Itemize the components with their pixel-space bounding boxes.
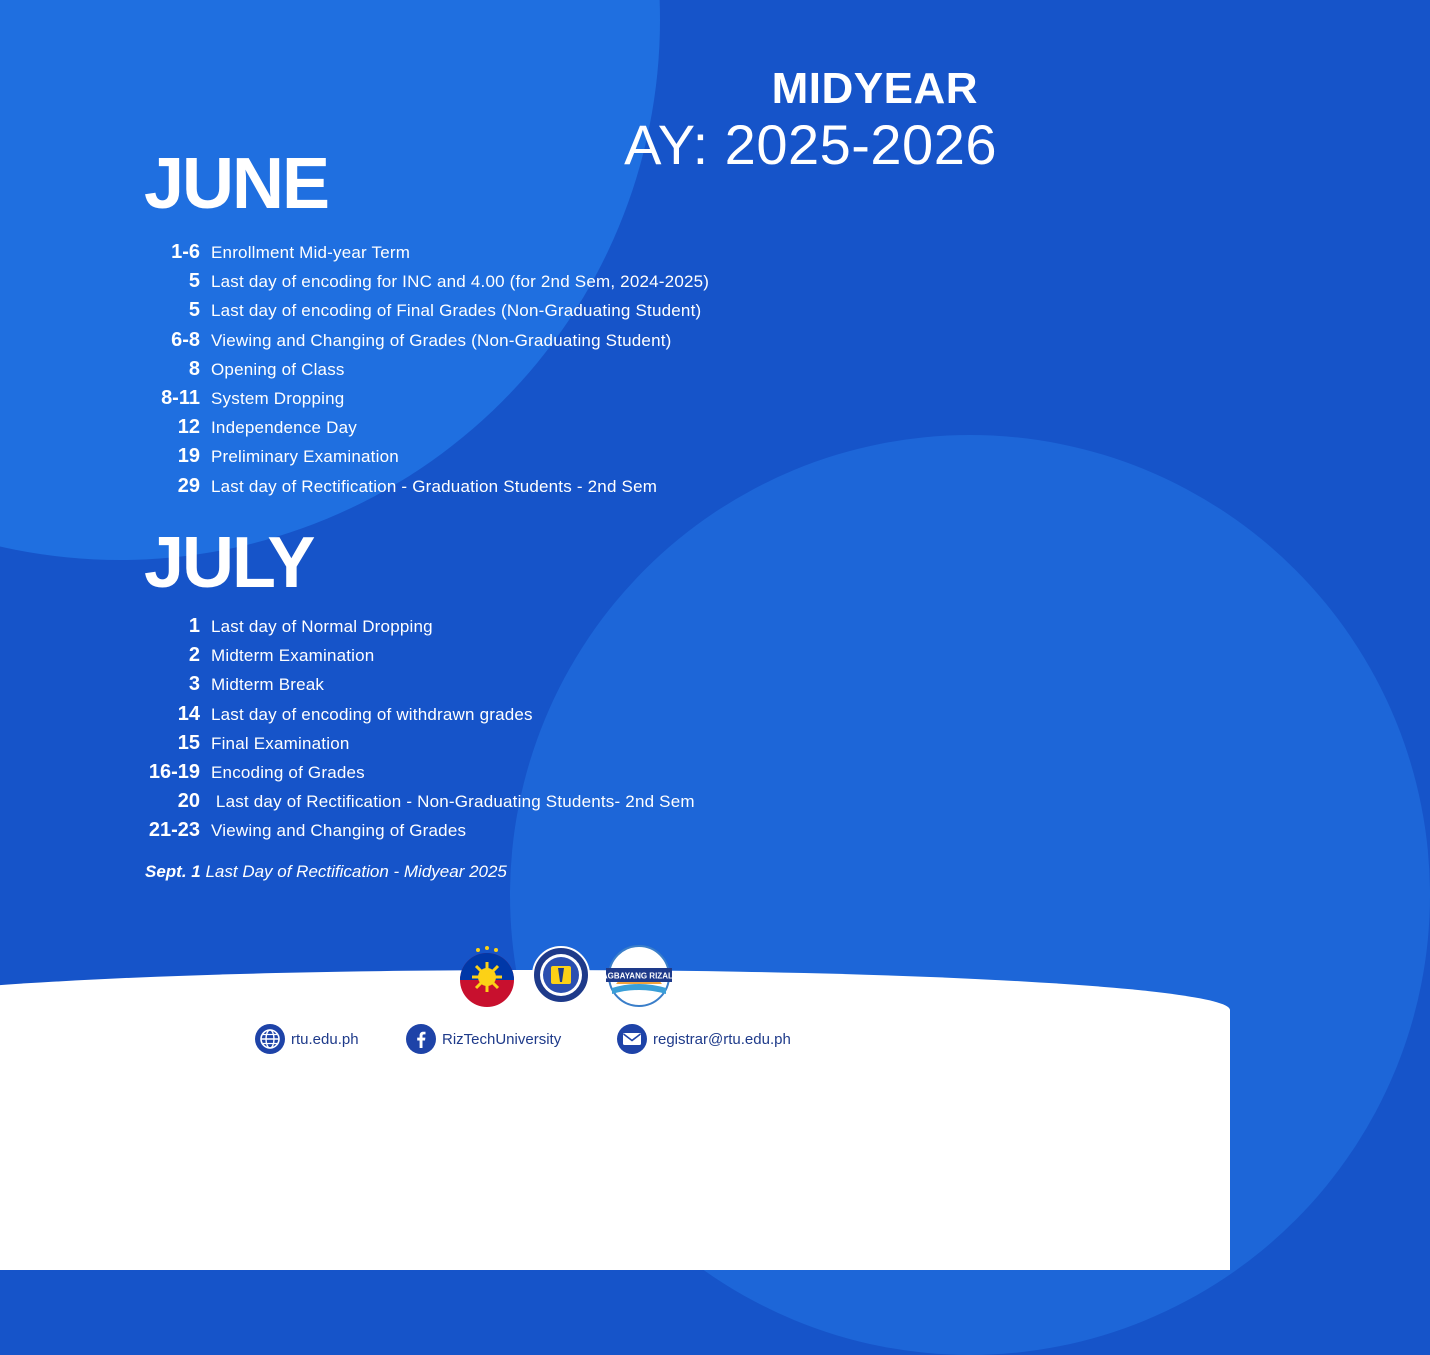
event-row [120, 703, 840, 732]
event-text: Preliminary Examination [211, 447, 399, 467]
event-text: Independence Day [211, 418, 357, 438]
event-day: 5 [188, 299, 200, 322]
event-row [120, 819, 840, 848]
event-day: 14 [177, 702, 200, 725]
event-day: 20 [177, 790, 200, 813]
academic-year: AY: 2025-2026 [624, 113, 997, 176]
event-day: 5 [188, 270, 200, 293]
month-title-june: JUNE [144, 144, 329, 224]
event-text: Viewing and Changing of Grades [211, 821, 467, 841]
facebook-link[interactable]: RizTechUniversity [442, 1030, 562, 1048]
event-day: 8-11 [161, 386, 200, 409]
event-text: Midterm Examination [211, 646, 375, 666]
event-row [120, 416, 840, 445]
event-row [120, 299, 840, 328]
event-text: Last day of Normal Dropping [211, 617, 433, 636]
facebook-icon [406, 1024, 436, 1054]
event-text: Encoding of Grades [211, 762, 365, 782]
event-day: 19 [177, 445, 200, 468]
event-row [120, 644, 840, 673]
pagbayang-rizalia-logo [597, 944, 681, 1008]
website-contact[interactable] [255, 1022, 359, 1056]
event-day: 1-6 [171, 241, 200, 263]
website-link[interactable]: rtu.edu.ph [291, 1030, 359, 1048]
event-text: Last day of Rectification - Non-Graduating Students- 2nd Sem [211, 792, 695, 812]
rectification-note [145, 862, 507, 882]
event-text: System Dropping [211, 388, 345, 408]
event-text: Final Examination [211, 733, 350, 753]
globe-icon [255, 1024, 285, 1054]
term-title: MIDYEAR [771, 64, 978, 113]
event-day: 6-8 [171, 328, 200, 351]
email-contact[interactable] [617, 1022, 791, 1056]
event-row [120, 673, 840, 702]
contact-bar [0, 1022, 1080, 1062]
event-row [120, 761, 840, 790]
event-day: 29 [177, 474, 200, 497]
event-text: Last day of Rectification - Graduation Students - 2nd Sem [211, 476, 658, 496]
event-row [120, 387, 840, 416]
event-day: 12 [177, 416, 200, 439]
event-row [120, 329, 840, 358]
footer-background [0, 970, 1230, 1270]
june-events [120, 241, 840, 504]
university-seal-logo [531, 944, 591, 1006]
facebook-contact[interactable] [406, 1022, 561, 1056]
event-day: 8 [188, 357, 200, 380]
event-day: 15 [177, 731, 200, 754]
event-text: Opening of Class [211, 359, 345, 379]
event-row [120, 445, 840, 474]
event-day: 1 [188, 615, 200, 637]
note-text: Last Day of Rectification - Midyear 2025 [200, 862, 507, 881]
note-date: Sept. 1 [145, 862, 201, 881]
event-row [120, 358, 840, 387]
event-text: Last day of encoding of withdrawn grades [211, 704, 533, 724]
event-text: Midterm Break [211, 675, 325, 695]
event-text: Last day of encoding for INC and 4.00 (for 2nd Sem, 2024-2025) [211, 272, 710, 292]
philippine-seal-logo [456, 944, 518, 1008]
july-events [120, 615, 840, 849]
logo-group [456, 944, 686, 1008]
event-day: 21-23 [148, 819, 200, 842]
email-link[interactable]: registrar@rtu.edu.ph [653, 1030, 791, 1048]
event-day: 2 [188, 644, 200, 667]
month-title-july: JULY [144, 523, 314, 603]
event-row [120, 241, 840, 270]
event-day: 3 [188, 673, 200, 696]
logo-text: PAGBAYANG RIZALIA [597, 971, 681, 981]
mail-icon [617, 1024, 647, 1054]
event-text: Viewing and Changing of Grades (Non-Graduating Student) [211, 330, 672, 350]
event-row [120, 615, 840, 644]
event-row [120, 475, 840, 504]
event-row [120, 790, 840, 819]
event-row [120, 732, 840, 761]
event-row [120, 270, 840, 299]
event-text: Last day of encoding of Final Grades (Non-Graduating Student) [211, 301, 702, 321]
event-text: Enrollment Mid-year Term [211, 243, 411, 262]
event-day: 16-19 [148, 760, 200, 783]
